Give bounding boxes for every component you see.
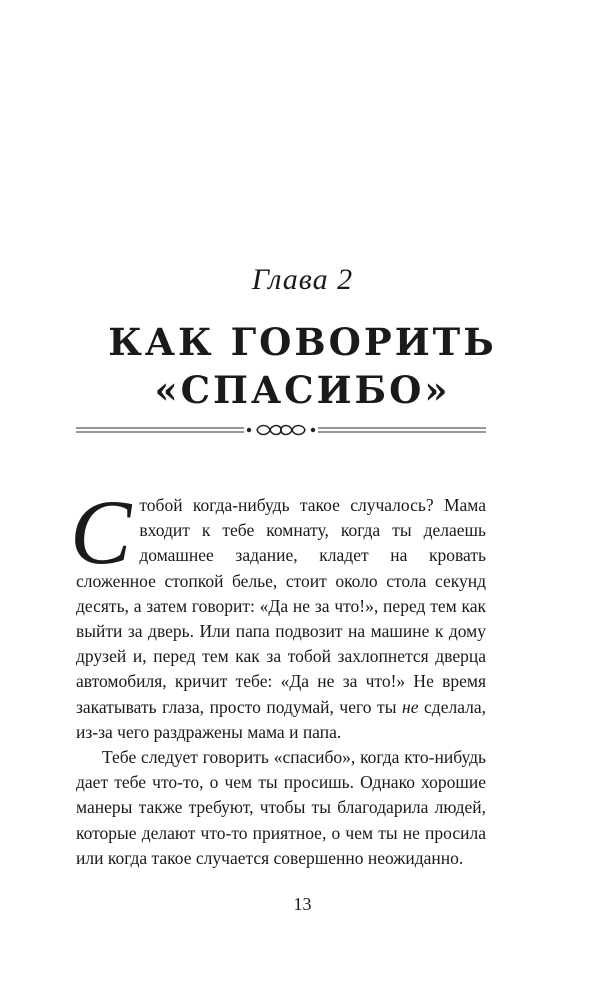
- ornament-divider: [76, 418, 486, 442]
- paragraph-1-emphasis: не: [402, 696, 419, 717]
- chapter-title-line-2: «СПАСИБО»: [154, 368, 451, 412]
- page-number: 13: [293, 894, 312, 914]
- drop-cap: С: [70, 481, 132, 583]
- chapter-title-line-1: КАК ГОВОРИТЬ: [108, 320, 497, 364]
- paragraph-1: [70, 481, 487, 745]
- paragraph-2: Тебе следует говорить «спасибо», когда кто-нибудь дает тебе что-то, о чем ты просишь. Однако хорошие манеры также требуют, чтобы ты благодарила людей, которые делают что-то приятное, о чем ты не просила или когда такое случается совершенно неожиданно.: [76, 747, 486, 868]
- body-text: [70, 481, 487, 871]
- chapter-label: Глава 2: [251, 263, 354, 296]
- chapter-title: [0, 318, 605, 414]
- paragraph-1-text: тобой когда-нибудь такое случалось? Мама входит к тебе комнату, когда ты делаешь домашнее задание, кладет на кровать сложенное стопкой белье, стоит около стола секунд десять, а затем говорит: «Да не за что!», перед тем как выйти за дверь. Или папа подвозит на машине к дому друзей и, перед тем как за тобой захлопнется дверца автомобиля, кричит тебе: «Да не за что!» Не время закатывать глаза, просто подумай, чего ты: [76, 495, 486, 717]
- paragraph-1-end: сделала, из-за чего раздражены мама и папа.: [76, 696, 487, 742]
